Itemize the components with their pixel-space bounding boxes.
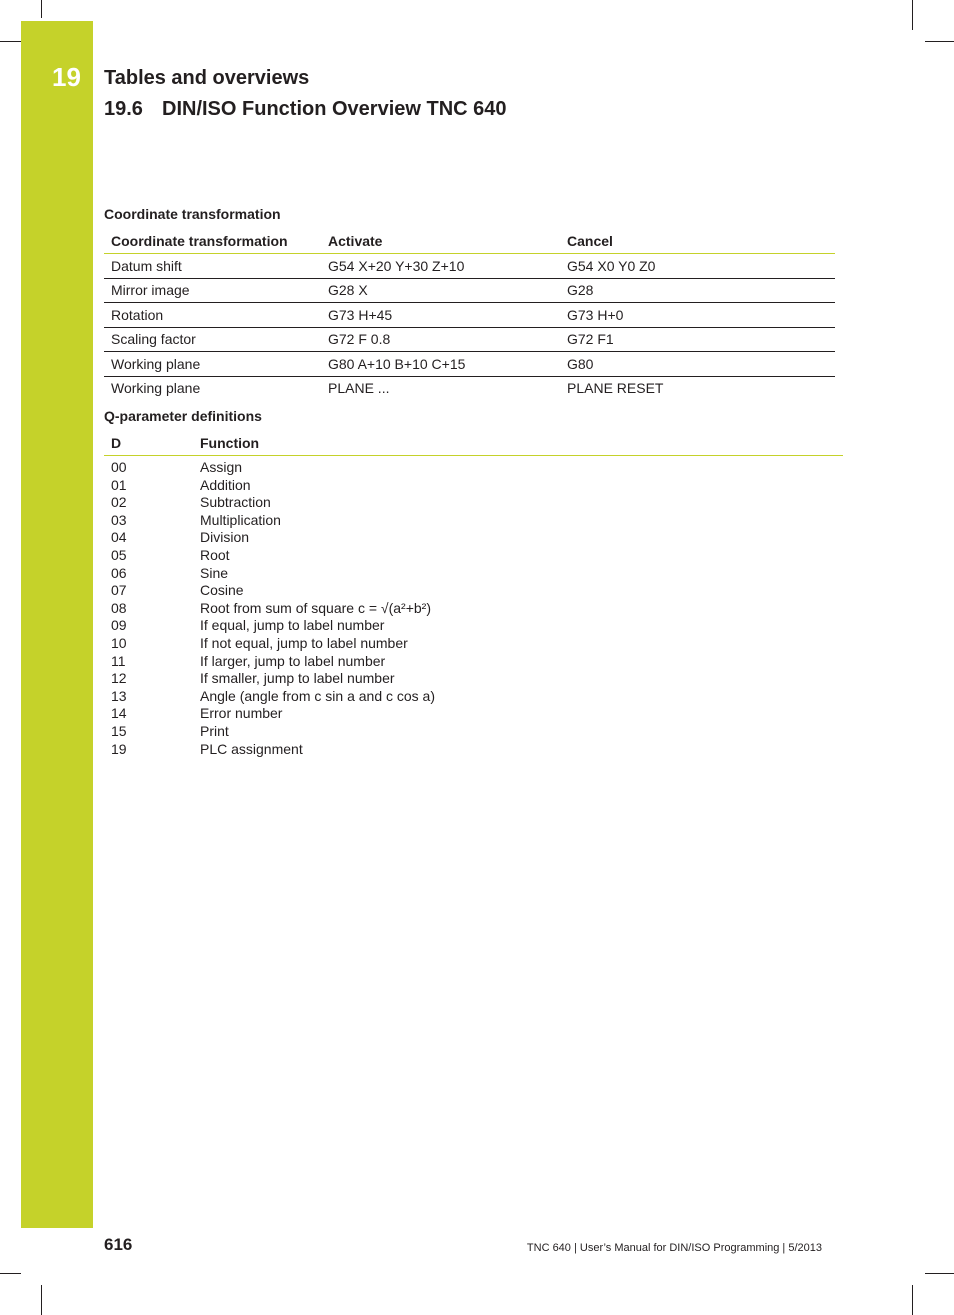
function-name: Addition	[200, 476, 251, 493]
table-cell: G73 H+45	[321, 303, 560, 328]
q-parameter-table-header	[104, 432, 843, 456]
table-row	[104, 278, 835, 303]
function-code: 06	[111, 564, 127, 581]
crop-mark	[912, 0, 913, 30]
function-name: Root	[200, 546, 230, 563]
list-item	[104, 477, 704, 495]
function-name: If smaller, jump to label number	[200, 670, 395, 687]
column-header: Cancel	[560, 228, 835, 254]
table-cell: Working plane	[111, 380, 201, 397]
list-item	[104, 670, 704, 688]
crop-mark	[41, 0, 42, 18]
function-code: 08	[111, 599, 127, 616]
list-item	[104, 582, 704, 600]
list-item	[104, 688, 704, 706]
crop-mark	[0, 1273, 21, 1274]
function-code: 12	[111, 670, 127, 687]
table-cell: Rotation	[104, 303, 321, 328]
table-row	[104, 327, 835, 352]
footer-text: TNC 640 | User’s Manual for DIN/ISO Programming | 5/2013	[526, 1242, 822, 1254]
function-name: Angle (angle from c sin a and c cos a)	[200, 687, 436, 704]
list-item	[104, 547, 704, 565]
table-cell: G72 F1	[560, 327, 835, 352]
table-cell: PLANE ...	[328, 380, 390, 397]
function-code: 13	[111, 687, 127, 704]
coordinate-transformation-heading: Coordinate transformation	[104, 206, 281, 222]
table-cell: Scaling factor	[104, 327, 321, 352]
table-cell: Datum shift	[104, 254, 321, 279]
table-row	[104, 352, 835, 377]
function-code: 15	[111, 722, 127, 739]
crop-mark	[925, 41, 954, 42]
function-code: 00	[111, 459, 127, 475]
function-name: Print	[200, 722, 229, 739]
function-code: 11	[111, 652, 126, 669]
table-row	[104, 376, 835, 400]
coordinate-transformation-table	[104, 228, 835, 400]
crop-mark	[41, 1285, 42, 1315]
crop-mark	[912, 1285, 913, 1315]
function-name: Error number	[200, 705, 283, 722]
crop-mark	[0, 41, 21, 42]
table-cell: G54 X+20 Y+30 Z+10	[321, 254, 560, 279]
list-item	[104, 512, 704, 530]
column-header: Function	[200, 435, 260, 451]
table-cell: PLANE RESET	[567, 380, 664, 397]
list-item	[104, 565, 704, 583]
function-code: 05	[111, 546, 127, 563]
function-name: If equal, jump to label number	[200, 617, 385, 634]
table-cell: G28	[560, 278, 835, 303]
function-code: 10	[111, 634, 127, 651]
table-cell: G80	[560, 352, 835, 377]
table-row	[104, 303, 835, 328]
q-parameter-heading: Q-parameter definitions	[104, 408, 262, 424]
table-row	[104, 254, 835, 279]
function-code: 07	[111, 582, 127, 599]
column-header: D	[111, 435, 122, 451]
list-item	[104, 494, 704, 512]
list-item	[104, 705, 704, 723]
list-item	[104, 600, 704, 618]
section-title	[104, 98, 507, 121]
section-title-text: DIN/ISO Function Overview TNC 640	[162, 98, 507, 120]
function-code: 09	[111, 617, 127, 634]
function-code: 14	[111, 705, 127, 722]
table-cell: Mirror image	[104, 278, 321, 303]
function-name: PLC assignment	[200, 740, 303, 757]
chapter-number: 19	[52, 62, 81, 92]
list-item	[104, 653, 704, 671]
function-name: Division	[200, 529, 250, 546]
list-item	[104, 635, 704, 653]
function-name: Multiplication	[200, 511, 281, 528]
list-item	[104, 741, 704, 759]
table-cell: G28 X	[321, 278, 560, 303]
function-name: Root from sum of square c = √(a²+b²)	[200, 599, 431, 616]
function-name: Sine	[200, 564, 229, 581]
function-name: If larger, jump to label number	[200, 652, 386, 669]
table-cell: G73 H+0	[560, 303, 835, 328]
function-code: 04	[111, 529, 127, 546]
function-name: Subtraction	[200, 494, 271, 511]
function-code: 02	[111, 494, 127, 511]
function-name: If not equal, jump to label number	[200, 634, 408, 651]
chapter-sidebar	[21, 21, 93, 1228]
table-cell: G80 A+10 B+10 C+15	[321, 352, 560, 377]
table-cell: G54 X0 Y0 Z0	[560, 254, 835, 279]
function-code: 01	[111, 476, 127, 493]
section-number: 19.6	[104, 98, 143, 120]
list-item	[104, 529, 704, 547]
q-parameter-list	[104, 459, 704, 758]
column-header: Coordinate transformation	[104, 228, 321, 254]
function-name: Assign	[200, 459, 243, 475]
function-code: 19	[111, 740, 127, 757]
column-header: Activate	[321, 228, 560, 254]
list-item	[104, 617, 704, 635]
list-item	[104, 459, 704, 477]
table-cell: Working plane	[104, 352, 321, 377]
function-name: Cosine	[200, 582, 244, 599]
list-item	[104, 723, 704, 741]
function-code: 03	[111, 511, 127, 528]
table-header-row	[104, 228, 835, 254]
chapter-title: Tables and overviews	[104, 67, 310, 89]
crop-mark	[925, 1273, 954, 1274]
page-number: 616	[104, 1235, 133, 1254]
table-cell: G72 F 0.8	[321, 327, 560, 352]
